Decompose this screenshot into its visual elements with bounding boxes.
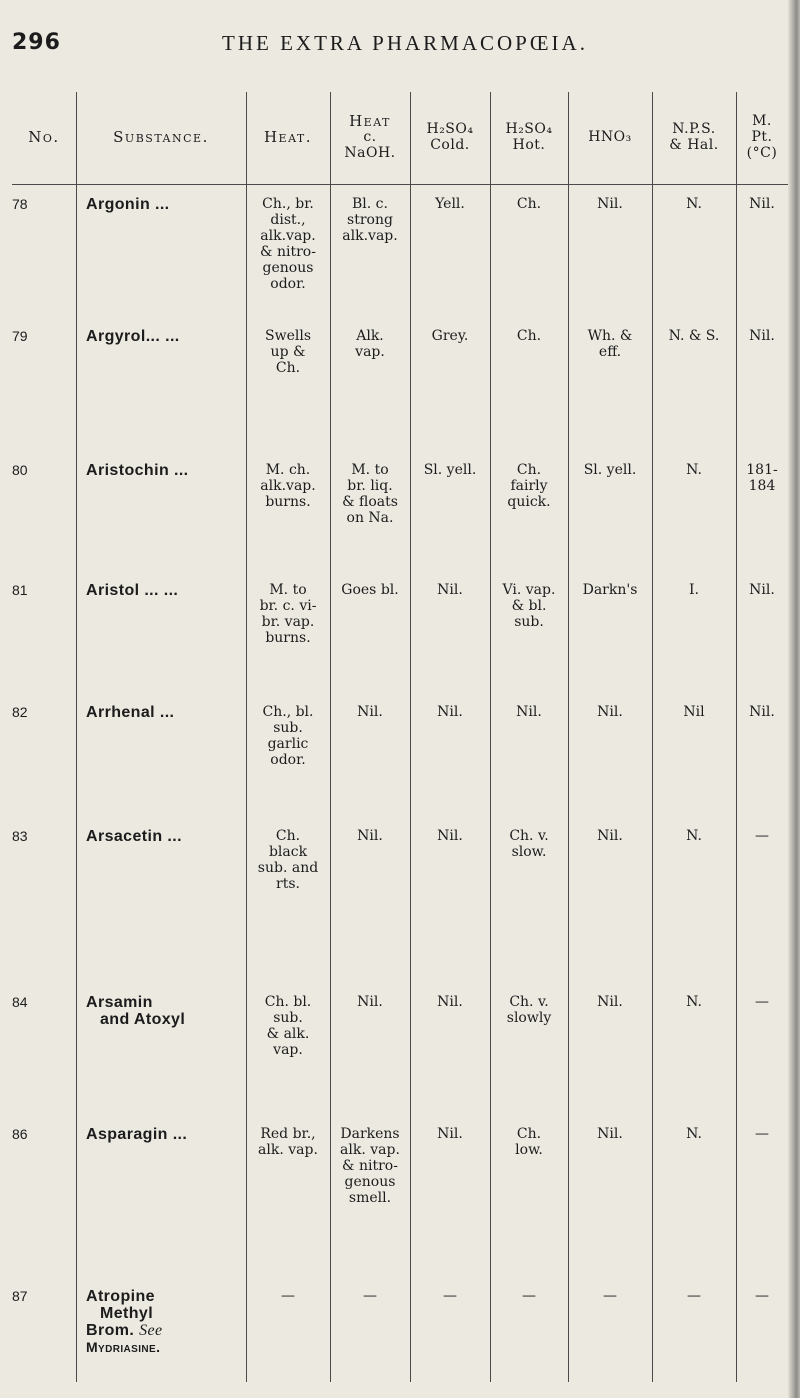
cell-line: Ch. bbox=[275, 828, 301, 844]
cell-line: smell. bbox=[348, 1190, 392, 1206]
cell-line: rts. bbox=[276, 876, 300, 892]
cell-line: vap. bbox=[273, 1042, 303, 1058]
header-h2so4-cold-line: H₂SO₄ bbox=[426, 121, 474, 137]
header-nps-line: N.P.S. bbox=[672, 121, 716, 137]
header-no: No. bbox=[28, 128, 60, 146]
substance-name bbox=[86, 328, 246, 345]
leader-dots: ... bbox=[165, 328, 180, 345]
mpt-cell: Nil. bbox=[749, 704, 775, 720]
cell-line: slowly bbox=[506, 1010, 552, 1026]
heat-naoh-cell bbox=[330, 196, 410, 244]
h2so4-cold-cell: Nil. bbox=[437, 994, 463, 1010]
leader-dots: ... bbox=[172, 1126, 188, 1143]
nps-cell: I. bbox=[689, 582, 699, 598]
cell-line: br. c. vi- bbox=[259, 598, 317, 614]
cell-line: odor. bbox=[270, 752, 306, 768]
cell-line: Vi. vap. bbox=[502, 582, 556, 598]
running-title: THE EXTRA PHARMACOPŒIA. bbox=[222, 31, 588, 55]
cell-line: dist., bbox=[270, 212, 306, 228]
h2so4-cold-cell: Yell. bbox=[435, 196, 465, 212]
cell-line: Ch. bbox=[516, 1126, 542, 1142]
cell-line: alk.vap. bbox=[342, 228, 398, 244]
h2so4-hot-cell bbox=[490, 1126, 568, 1158]
heat-cell bbox=[246, 828, 330, 892]
page-edge bbox=[788, 0, 800, 1398]
cell-line: Ch. v. bbox=[509, 994, 549, 1010]
cell-line: alk. vap. bbox=[340, 1142, 400, 1158]
cell-line: M. ch. bbox=[265, 462, 311, 478]
page-number: 296 bbox=[12, 30, 61, 55]
heat-cell bbox=[246, 462, 330, 510]
column-rule bbox=[490, 92, 491, 1382]
heat-naoh-cell bbox=[330, 1126, 410, 1206]
header-substance: Substance. bbox=[113, 128, 209, 146]
mpt-cell: — bbox=[755, 1126, 769, 1142]
h2so4-hot-cell bbox=[490, 582, 568, 630]
cell-line: on Na. bbox=[346, 510, 394, 526]
heat-cell bbox=[246, 704, 330, 768]
h2so4-hot-cell: Ch. bbox=[516, 328, 542, 344]
substance-name bbox=[86, 828, 246, 845]
heat-naoh-cell: Nil. bbox=[357, 994, 383, 1010]
cell-line: Wh. & bbox=[587, 328, 633, 344]
column-rule bbox=[652, 92, 653, 1382]
leader-dots: ... bbox=[163, 582, 179, 599]
heat-naoh-cell: — bbox=[363, 1288, 377, 1304]
cell-line: alk. vap. bbox=[258, 1142, 318, 1158]
header-hno3: HNO₃ bbox=[588, 129, 632, 145]
cell-line: fairly bbox=[510, 478, 548, 494]
cell-line: odor. bbox=[270, 276, 306, 292]
mpt-cell: Nil. bbox=[749, 196, 775, 212]
h2so4-cold-cell: Sl. yell. bbox=[423, 462, 477, 478]
cell-line: garlic bbox=[267, 736, 309, 752]
hno3-cell: Nil. bbox=[597, 704, 623, 720]
substance-name bbox=[86, 582, 246, 599]
cell-line: slow. bbox=[511, 844, 547, 860]
nps-cell: N. & S. bbox=[668, 328, 720, 344]
nps-cell: N. bbox=[686, 828, 702, 844]
mpt-cell: Nil. bbox=[749, 328, 775, 344]
header-mpt-line: M. bbox=[752, 113, 772, 129]
column-rule bbox=[76, 92, 77, 1382]
cell-line: eff. bbox=[598, 344, 622, 360]
cell-line: & alk. bbox=[266, 1026, 310, 1042]
substance-text: Argonin bbox=[86, 196, 151, 213]
cell-line: alk.vap. bbox=[260, 478, 316, 494]
substance-line: Arsamin bbox=[86, 994, 153, 1011]
header-nps-hal bbox=[652, 92, 736, 182]
hno3-cell: Darkn's bbox=[582, 582, 638, 598]
substance-text: Arrhenal bbox=[86, 704, 155, 721]
mpt-cell bbox=[736, 462, 788, 494]
heat-cell bbox=[246, 1126, 330, 1158]
cell-line: sub. bbox=[273, 1010, 303, 1026]
header-h2so4-hot bbox=[490, 92, 568, 182]
header-h2so4-hot-line: H₂SO₄ bbox=[505, 121, 553, 137]
column-rule bbox=[568, 92, 569, 1382]
substance-text: Aristol ... bbox=[86, 582, 159, 599]
h2so4-hot-cell bbox=[490, 462, 568, 510]
substance-line bbox=[86, 1322, 246, 1339]
cell-line: Darkens bbox=[340, 1126, 400, 1142]
leader-dots: ... bbox=[173, 462, 189, 479]
page-header bbox=[0, 18, 800, 68]
heat-naoh-cell: Nil. bbox=[357, 828, 383, 844]
cell-line: Ch. v. bbox=[509, 828, 549, 844]
cell-line: & bl. bbox=[511, 598, 547, 614]
row-number: 79 bbox=[12, 328, 28, 344]
cell-line: Ch. bbox=[275, 360, 301, 376]
cell-line: & nitro- bbox=[342, 1158, 398, 1174]
cell-line: low. bbox=[515, 1142, 543, 1158]
cell-line: Bl. c. bbox=[352, 196, 388, 212]
substance-name bbox=[86, 462, 246, 479]
h2so4-hot-cell: Nil. bbox=[516, 704, 542, 720]
leader-dots: ... bbox=[167, 828, 182, 845]
cell-line: br. liq. bbox=[347, 478, 393, 494]
heat-cell bbox=[246, 328, 330, 376]
substance-text: Asparagin bbox=[86, 1126, 168, 1143]
cell-line: sub. bbox=[514, 614, 544, 630]
mpt-cell: — bbox=[755, 828, 769, 844]
header-heat-naoh-line: NaOH. bbox=[344, 145, 396, 161]
cell-line: strong bbox=[347, 212, 393, 228]
cell-line: & floats bbox=[342, 494, 398, 510]
hno3-cell: — bbox=[603, 1288, 617, 1304]
nps-cell: N. bbox=[686, 1126, 702, 1142]
substance-text: Aristochin bbox=[86, 462, 170, 479]
cell-line: Swells bbox=[265, 328, 311, 344]
nps-cell: — bbox=[687, 1288, 701, 1304]
nps-cell: N. bbox=[686, 462, 702, 478]
header-h2so4-cold bbox=[410, 92, 490, 182]
mpt-cell: — bbox=[755, 994, 769, 1010]
header-melting-point bbox=[736, 92, 788, 182]
h2so4-hot-cell bbox=[490, 994, 568, 1026]
cell-line: Ch., bl. bbox=[262, 704, 314, 720]
hno3-cell: Nil. bbox=[597, 196, 623, 212]
cell-line: M. to bbox=[269, 582, 307, 598]
header-heat-naoh bbox=[330, 92, 410, 182]
leader-dots: ... bbox=[159, 704, 175, 721]
mpt-cell: Nil. bbox=[749, 582, 775, 598]
h2so4-cold-cell: Nil. bbox=[437, 704, 463, 720]
substance-name bbox=[86, 1288, 246, 1356]
nps-cell: N. bbox=[686, 196, 702, 212]
row-number: 87 bbox=[12, 1288, 28, 1304]
h2so4-hot-cell: Ch. bbox=[516, 196, 542, 212]
heat-naoh-cell bbox=[330, 462, 410, 526]
row-number: 84 bbox=[12, 994, 28, 1010]
header-mpt-line: Pt. bbox=[751, 129, 773, 145]
heat-cell bbox=[246, 582, 330, 646]
h2so4-cold-cell: Nil. bbox=[437, 1126, 463, 1142]
cross-reference: Mydriasine. bbox=[86, 1339, 161, 1355]
cell-line: genous bbox=[262, 260, 314, 276]
heat-naoh-cell bbox=[330, 328, 410, 360]
row-number: 83 bbox=[12, 828, 28, 844]
cell-line: sub. bbox=[273, 720, 303, 736]
substance-line: Atropine bbox=[86, 1288, 155, 1305]
h2so4-cold-cell: — bbox=[443, 1288, 457, 1304]
substance-line: and Atoxyl bbox=[100, 1011, 186, 1028]
row-number: 82 bbox=[12, 704, 28, 720]
column-rule bbox=[410, 92, 411, 1382]
cell-line: vap. bbox=[355, 344, 385, 360]
header-heat-naoh-line: c. bbox=[363, 129, 377, 145]
substance-name bbox=[86, 994, 246, 1028]
header-nps-line: & Hal. bbox=[669, 137, 719, 153]
header-heat: Heat. bbox=[263, 128, 313, 146]
cell-line: quick. bbox=[507, 494, 551, 510]
cell-line: burns. bbox=[265, 494, 311, 510]
cell-line: & nitro- bbox=[260, 244, 316, 260]
row-number: 86 bbox=[12, 1126, 28, 1142]
heat-naoh-cell: Goes bl. bbox=[341, 582, 399, 598]
substance-name bbox=[86, 196, 246, 213]
cell-line: alk.vap. bbox=[260, 228, 316, 244]
header-h2so4-cold-line: Cold. bbox=[430, 137, 470, 153]
heat-naoh-cell: Nil. bbox=[357, 704, 383, 720]
heat-cell bbox=[246, 196, 330, 292]
row-number: 80 bbox=[12, 462, 28, 478]
cell-line: black bbox=[268, 844, 308, 860]
header-rule bbox=[12, 184, 788, 185]
column-rule bbox=[736, 92, 737, 1382]
cell-line: br. vap. bbox=[261, 614, 315, 630]
substance-line: Methyl bbox=[100, 1305, 154, 1322]
hno3-cell bbox=[568, 328, 652, 360]
row-number: 81 bbox=[12, 582, 28, 598]
cell-line: Ch. bl. bbox=[264, 994, 312, 1010]
header-mpt-line: (°C) bbox=[746, 145, 778, 161]
h2so4-cold-cell: Grey. bbox=[431, 328, 469, 344]
header-heat-naoh-line: Heat bbox=[349, 112, 391, 130]
heat-cell bbox=[246, 994, 330, 1058]
cell-line: 184 bbox=[748, 478, 776, 494]
substance-name bbox=[86, 704, 246, 721]
cell-line: sub. and bbox=[257, 860, 319, 876]
cell-line: burns. bbox=[265, 630, 311, 646]
h2so4-hot-cell bbox=[490, 828, 568, 860]
hno3-cell: Nil. bbox=[597, 1126, 623, 1142]
heat-cell: — bbox=[281, 1288, 295, 1304]
cell-line: up & bbox=[270, 344, 306, 360]
header-h2so4-hot-line: Hot. bbox=[512, 137, 546, 153]
nps-cell: Nil bbox=[683, 704, 705, 720]
see-reference: See bbox=[139, 1322, 163, 1339]
cell-line: Ch., br. bbox=[262, 196, 314, 212]
nps-cell: N. bbox=[686, 994, 702, 1010]
cell-line: M. to bbox=[351, 462, 389, 478]
mpt-cell: — bbox=[755, 1288, 769, 1304]
substance-text: Argyrol... bbox=[86, 328, 161, 345]
h2so4-cold-cell: Nil. bbox=[437, 582, 463, 598]
h2so4-hot-cell: — bbox=[522, 1288, 536, 1304]
substance-name bbox=[86, 1126, 246, 1143]
hno3-cell: Nil. bbox=[597, 828, 623, 844]
row-number: 78 bbox=[12, 196, 28, 212]
hno3-cell: Nil. bbox=[597, 994, 623, 1010]
substance-text: Brom. bbox=[86, 1322, 135, 1339]
hno3-cell: Sl. yell. bbox=[583, 462, 637, 478]
cell-line: Ch. bbox=[516, 462, 542, 478]
cell-line: Alk. bbox=[356, 328, 384, 344]
cell-line: 181- bbox=[746, 462, 778, 478]
reactions-table bbox=[12, 92, 788, 1382]
cell-line: Red br., bbox=[260, 1126, 316, 1142]
h2so4-cold-cell: Nil. bbox=[437, 828, 463, 844]
cell-line: genous bbox=[344, 1174, 396, 1190]
leader-dots: ... bbox=[154, 196, 170, 213]
substance-text: Arsacetin bbox=[86, 828, 163, 845]
